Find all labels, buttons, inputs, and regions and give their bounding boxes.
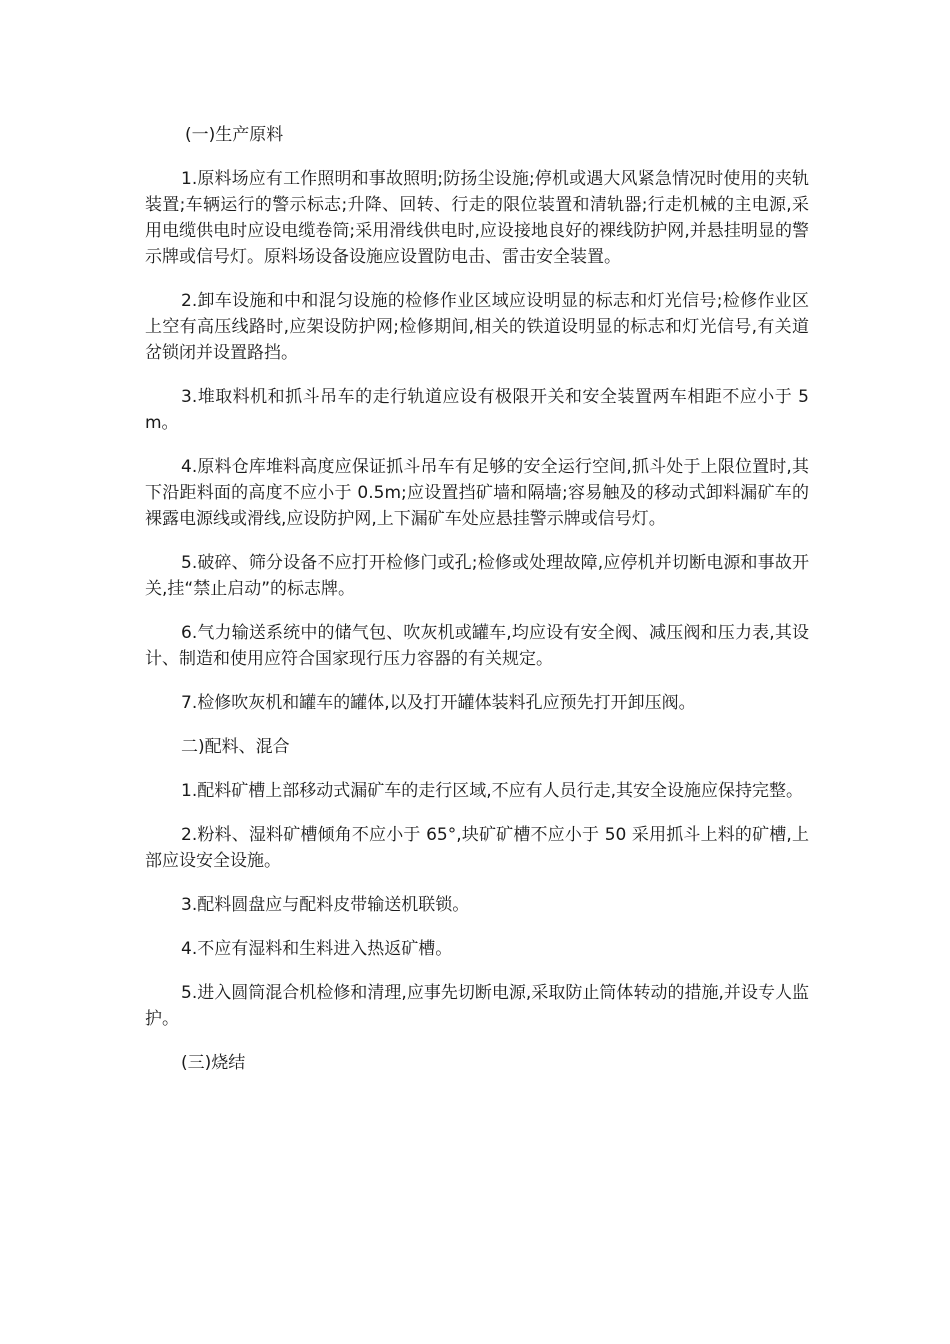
paragraph: 2.卸车设施和中和混匀设施的检修作业区域应设明显的标志和灯光信号;检修作业区上空有高压线路时,应架设防护网;检修期间,相关的铁道设明显的标志和灯光信号,有关道岔锁闭并设置路挡。 (145, 291, 809, 363)
document-body (145, 122, 809, 1094)
section-heading: (一)生产原料 (185, 125, 284, 145)
paragraph: 2.粉料、湿料矿槽倾角不应小于 65°,块矿矿槽不应小于 50 采用抓斗上料的矿槽,上部应设安全设施。 (145, 825, 809, 871)
paragraph: 6.气力输送系统中的储气包、吹灰机或罐车,均应设有安全阀、减压阀和压力表,其设计、制造和使用应符合国家现行压力容器的有关规定。 (145, 623, 809, 669)
section-heading: (三)烧结 (181, 1053, 246, 1073)
section-heading: 二)配料、混合 (181, 737, 290, 757)
paragraph: 1.配料矿槽上部移动式漏矿车的走行区域,不应有人员行走,其安全设施应保持完整。 (181, 781, 804, 801)
paragraph: 3.配料圆盘应与配料皮带输送机联锁。 (181, 895, 470, 915)
paragraph: 1.原料场应有工作照明和事故照明;防扬尘设施;停机或遇大风紧急情况时使用的夹轨装置;车辆运行的警示标志;升降、回转、行走的限位装置和清轨器;行走机械的主电源,采用电缆供电时应设电缆卷筒;采用滑线供电时,应设接地良好的裸线防护网,并悬挂明显的警示牌或信号灯。原料场设备设施应设置防电击、雷击安全装置。 (145, 169, 809, 267)
paragraph: 4.原料仓库堆料高度应保证抓斗吊车有足够的安全运行空间,抓斗处于上限位置时,其下沿距料面的高度不应小于 0.5m;应设置挡矿墙和隔墙;容易触及的移动式卸料漏矿车的裸露电源线或滑线,应设防护网,上下漏矿车处应悬挂警示牌或信号灯。 (145, 457, 809, 529)
paragraph: 3.堆取料机和抓斗吊车的走行轨道应设有极限开关和安全装置两车相距不应小于 5m。 (145, 387, 809, 433)
paragraph: 7.检修吹灰机和罐车的罐体,以及打开罐体装料孔应预先打开卸压阀。 (181, 693, 696, 713)
paragraph: 4.不应有湿料和生料进入热返矿槽。 (181, 939, 453, 959)
paragraph: 5.进入圆筒混合机检修和清理,应事先切断电源,采取防止筒体转动的措施,并设专人监护。 (145, 983, 809, 1029)
paragraph: 5.破碎、筛分设备不应打开检修门或孔;检修或处理故障,应停机并切断电源和事故开关,挂“禁止启动”的标志牌。 (145, 553, 809, 599)
